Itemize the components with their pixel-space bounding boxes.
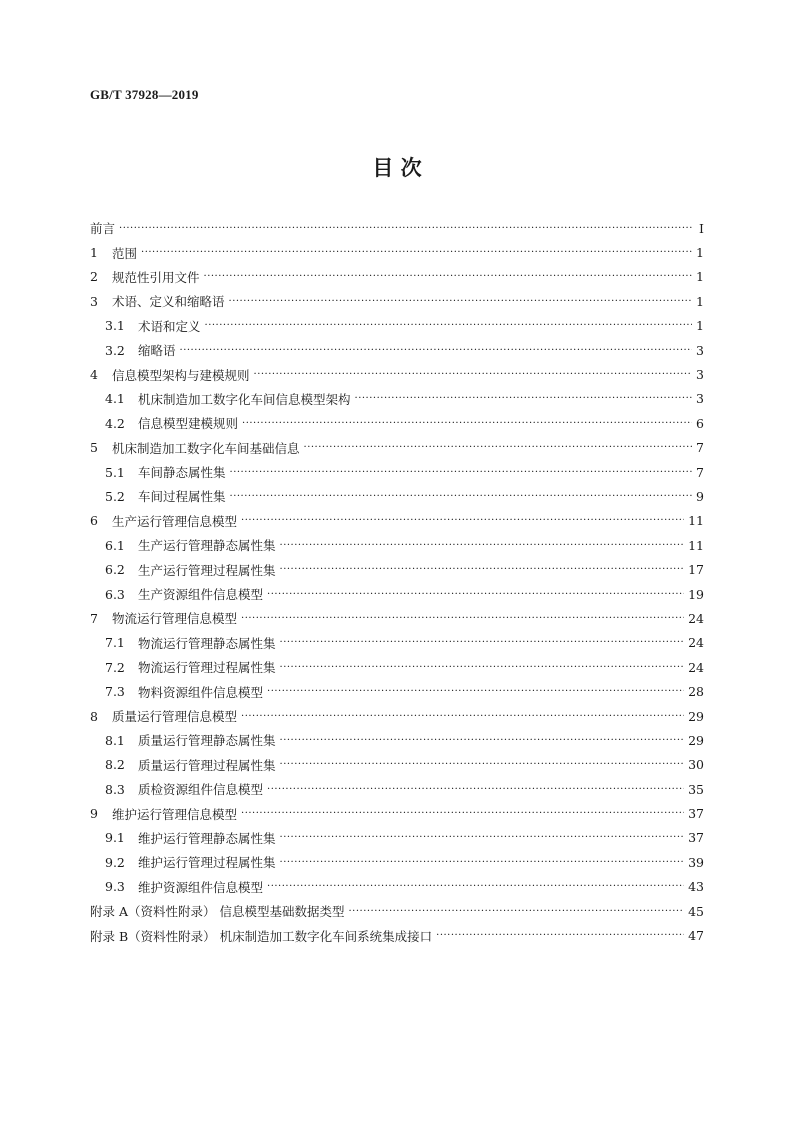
toc-entry[interactable] bbox=[90, 460, 704, 484]
toc-entry-number: 6 bbox=[90, 513, 98, 529]
toc-entry-label: 前言 bbox=[90, 221, 116, 237]
toc-dot-leader bbox=[229, 296, 692, 307]
toc-entry[interactable] bbox=[90, 655, 704, 679]
toc-dot-leader bbox=[205, 320, 692, 331]
toc-entry[interactable] bbox=[90, 557, 704, 581]
toc-entry-page-number: 1 bbox=[696, 318, 704, 334]
toc-entry-label: 维护运行管理过程属性集 bbox=[138, 855, 276, 871]
toc-entry-label: 生产运行管理静态属性集 bbox=[138, 538, 276, 554]
toc-entry-number: 6.1 bbox=[105, 537, 125, 553]
toc-dot-leader bbox=[267, 589, 684, 600]
toc-dot-leader bbox=[241, 515, 684, 526]
toc-entry-number: 8.3 bbox=[105, 781, 125, 797]
toc-entry-page-number: 3 bbox=[696, 391, 704, 407]
toc-dot-leader bbox=[267, 784, 684, 795]
toc-entry[interactable] bbox=[90, 753, 704, 777]
toc-entry[interactable] bbox=[90, 777, 704, 801]
toc-entry-label: 生产资源组件信息模型 bbox=[138, 587, 264, 603]
toc-entry-page-number: 37 bbox=[688, 830, 704, 846]
toc-entry-label: 范围 bbox=[112, 245, 138, 261]
toc-entry-label: 物流运行管理信息模型 bbox=[112, 611, 238, 627]
toc-entry[interactable] bbox=[90, 436, 704, 460]
toc-dot-leader bbox=[230, 467, 692, 478]
toc-entry[interactable] bbox=[90, 606, 704, 630]
toc-entry-number: 4.1 bbox=[105, 391, 125, 407]
toc-dot-leader bbox=[204, 271, 692, 282]
toc-dot-leader bbox=[141, 247, 692, 258]
toc-dot-leader bbox=[436, 930, 684, 941]
toc-entry-label: 信息模型建模规则 bbox=[138, 416, 239, 432]
toc-entry-number: 3.2 bbox=[105, 342, 125, 358]
toc-dot-leader bbox=[280, 564, 685, 575]
toc-dot-leader bbox=[241, 613, 684, 624]
toc-entry-page-number: 7 bbox=[696, 464, 704, 480]
toc-entry-page-number: 24 bbox=[688, 659, 704, 675]
toc-entry-page-number: 1 bbox=[696, 269, 704, 285]
toc-entry[interactable] bbox=[90, 826, 704, 850]
toc-entry-page-number: 17 bbox=[688, 562, 704, 578]
toc-entry-number: 3.1 bbox=[105, 318, 125, 334]
toc-entry-number: 6.3 bbox=[105, 586, 125, 602]
toc-entry-page-number: 43 bbox=[688, 879, 704, 895]
toc-dot-leader bbox=[180, 345, 692, 356]
toc-entry-label: 车间过程属性集 bbox=[138, 489, 226, 505]
toc-entry-label: 质量运行管理过程属性集 bbox=[138, 757, 276, 773]
toc-entry[interactable] bbox=[90, 728, 704, 752]
toc-entry-number: 1 bbox=[90, 245, 98, 261]
toc-entry-label: 信息模型架构与建模规则 bbox=[112, 367, 250, 383]
toc-entry-label: 缩略语 bbox=[138, 343, 176, 359]
toc-entry[interactable] bbox=[90, 411, 704, 435]
toc-entry[interactable] bbox=[90, 899, 704, 923]
toc-dot-leader bbox=[280, 857, 685, 868]
toc-entry-label: 物料资源组件信息模型 bbox=[138, 684, 264, 700]
toc-entry-number: 3 bbox=[90, 293, 98, 309]
toc-entry-label: 维护运行管理静态属性集 bbox=[138, 830, 276, 846]
toc-dot-leader bbox=[348, 906, 684, 917]
toc-entry-label: 生产运行管理信息模型 bbox=[112, 513, 238, 529]
toc-dot-leader bbox=[242, 418, 692, 429]
toc-entry[interactable] bbox=[90, 509, 704, 533]
toc-entry[interactable] bbox=[90, 801, 704, 825]
toc-dot-leader bbox=[280, 540, 685, 551]
toc-entry-number: 4.2 bbox=[105, 415, 125, 431]
toc-entry-page-number: 6 bbox=[696, 415, 704, 431]
toc-entry-label: 附录 A（资料性附录） 信息模型基础数据类型 bbox=[90, 904, 345, 920]
toc-entry-number: 5 bbox=[90, 440, 98, 456]
toc-entry[interactable] bbox=[90, 240, 704, 264]
toc-entry-page-number: 47 bbox=[688, 928, 704, 944]
toc-entry[interactable] bbox=[90, 265, 704, 289]
toc-dot-leader bbox=[241, 711, 684, 722]
toc-entry[interactable] bbox=[90, 923, 704, 947]
table-of-contents bbox=[90, 216, 704, 948]
toc-dot-leader bbox=[280, 832, 685, 843]
toc-dot-leader bbox=[267, 686, 684, 697]
toc-entry-page-number: 35 bbox=[688, 781, 704, 797]
toc-dot-leader bbox=[280, 662, 685, 673]
toc-entry-number: 8.2 bbox=[105, 757, 125, 773]
toc-entry-number: 5.1 bbox=[105, 464, 125, 480]
toc-entry[interactable] bbox=[90, 362, 704, 386]
toc-entry[interactable] bbox=[90, 679, 704, 703]
toc-entry[interactable] bbox=[90, 850, 704, 874]
toc-entry-page-number: 9 bbox=[696, 488, 704, 504]
toc-entry-number: 5.2 bbox=[105, 488, 125, 504]
toc-entry-page-number: 11 bbox=[688, 513, 704, 529]
toc-dot-leader bbox=[280, 735, 685, 746]
toc-entry[interactable] bbox=[90, 216, 704, 240]
toc-entry[interactable] bbox=[90, 314, 704, 338]
toc-entry[interactable] bbox=[90, 582, 704, 606]
toc-entry-label: 规范性引用文件 bbox=[112, 269, 200, 285]
toc-entry-number: 7 bbox=[90, 610, 98, 626]
toc-entry-label: 维护运行管理信息模型 bbox=[112, 806, 238, 822]
toc-entry-page-number: 1 bbox=[696, 245, 704, 261]
toc-entry[interactable] bbox=[90, 631, 704, 655]
toc-entry-label: 生产运行管理过程属性集 bbox=[138, 562, 276, 578]
toc-entry-page-number: 19 bbox=[688, 586, 704, 602]
toc-dot-leader bbox=[304, 442, 692, 453]
toc-dot-leader bbox=[355, 393, 692, 404]
toc-dot-leader bbox=[280, 637, 685, 648]
toc-entry-page-number: 24 bbox=[688, 610, 704, 626]
toc-entry-page-number: 30 bbox=[688, 757, 704, 773]
toc-entry-number: 9 bbox=[90, 806, 98, 822]
page-title: 目 次 bbox=[372, 155, 422, 180]
toc-entry-number: 8.1 bbox=[105, 732, 125, 748]
toc-entry-page-number: 24 bbox=[688, 635, 704, 651]
toc-entry-label: 车间静态属性集 bbox=[138, 465, 226, 481]
toc-entry-page-number: 7 bbox=[696, 440, 704, 456]
toc-entry-page-number: 29 bbox=[688, 708, 704, 724]
toc-entry-number: 9.3 bbox=[105, 879, 125, 895]
toc-entry-label: 术语、定义和缩略语 bbox=[112, 294, 225, 310]
toc-entry-label: 附录 B（资料性附录） 机床制造加工数字化车间系统集成接口 bbox=[90, 928, 433, 944]
toc-entry-page-number: 1 bbox=[696, 293, 704, 309]
toc-entry-label: 质量运行管理信息模型 bbox=[112, 709, 238, 724]
toc-entry[interactable] bbox=[90, 289, 704, 313]
toc-entry-number: 8 bbox=[90, 708, 98, 724]
toc-entry-number: 7.1 bbox=[105, 635, 125, 651]
toc-entry-page-number: 45 bbox=[688, 903, 704, 919]
toc-dot-leader bbox=[241, 808, 684, 819]
toc-entry[interactable] bbox=[90, 533, 704, 557]
toc-entry-label: 质量运行管理静态属性集 bbox=[138, 733, 276, 749]
toc-entry-number: 6.2 bbox=[105, 562, 125, 578]
toc-entry-number: 9.1 bbox=[105, 830, 125, 846]
toc-entry-page-number: 3 bbox=[696, 367, 704, 383]
toc-entry-label: 物流运行管理静态属性集 bbox=[138, 635, 276, 651]
toc-dot-leader bbox=[254, 369, 692, 380]
toc-entry-label: 质检资源组件信息模型 bbox=[138, 782, 264, 798]
toc-entry-number: 7.2 bbox=[105, 659, 125, 675]
toc-entry-number: 9.2 bbox=[105, 854, 125, 870]
toc-entry-page-number: 39 bbox=[688, 854, 704, 870]
toc-entry-page-number: 29 bbox=[688, 732, 704, 748]
toc-entry[interactable] bbox=[90, 338, 704, 362]
toc-entry-page-number: 11 bbox=[688, 537, 704, 553]
toc-dot-leader bbox=[280, 759, 685, 770]
document-code: GB/T 37928—2019 bbox=[90, 87, 199, 102]
toc-entry[interactable] bbox=[90, 875, 704, 899]
toc-entry-page-number: 3 bbox=[696, 342, 704, 358]
toc-entry-label: 机床制造加工数字化车间基础信息 bbox=[112, 440, 300, 456]
toc-dot-leader bbox=[267, 881, 684, 892]
toc-entry-label: 维护资源组件信息模型 bbox=[138, 879, 264, 895]
toc-dot-leader bbox=[230, 491, 692, 502]
toc-entry-page-number: 28 bbox=[688, 684, 704, 700]
toc-entry-label: 物流运行管理过程属性集 bbox=[138, 660, 276, 676]
toc-entry[interactable] bbox=[90, 704, 704, 728]
toc-dot-leader bbox=[119, 223, 692, 234]
toc-entry-page-number: 37 bbox=[688, 806, 704, 822]
toc-entry[interactable] bbox=[90, 484, 704, 508]
toc-entry[interactable] bbox=[90, 387, 704, 411]
toc-entry-number: 4 bbox=[90, 367, 98, 383]
toc-entry-label: 机床制造加工数字化车间信息模型架构 bbox=[138, 391, 351, 407]
toc-entry-label: 术语和定义 bbox=[138, 318, 201, 334]
toc-entry-number: 7.3 bbox=[105, 684, 125, 700]
toc-entry-page-number: Ⅰ bbox=[699, 220, 704, 236]
toc-entry-number: 2 bbox=[90, 269, 98, 285]
